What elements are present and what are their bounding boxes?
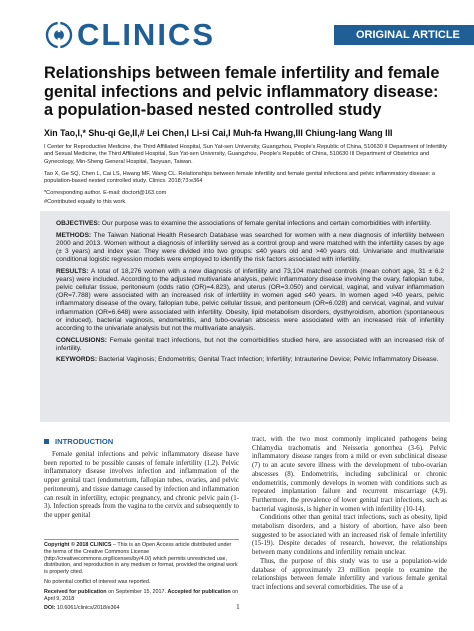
abstract-objectives: OBJECTIVES: Our purpose was to examine the associations of female genital infections and certain comorbidities with infertility. <box>56 220 432 227</box>
journal-logo <box>44 17 215 52</box>
intro-paragraph-left: Female genital infections and pelvic inflammatory disease have been reported to be possible causes of female infertility (1,2). Pelvic inflammatory disease involves infection and inflammation of the upper genital tract (endometrium, fallopian tubes, ovaries, and pelvic peritoneum), and tissue damage caused by infection and inflammation can result in infertility, ectopic pregnancy, and chronic pelvic pain (1-3). Infection spreads from the vagina to the cervix and subsequently to the upper genital <box>44 451 239 519</box>
footnote-divider <box>44 539 239 540</box>
abstract-keywords: KEYWORDS: Bacterial Vaginosis; Endometritis; Genital Tract Infection; Infertility; Intrauterine Device; Pelvic Inflammatory Disease. <box>56 356 439 364</box>
author-list: Xin Tao,I,* Shu-qi Ge,II,# Lei Chen,I Li-si Cai,I Muh-fa Hwang,III Chiung-lang Wang III <box>44 128 393 138</box>
abstract-text <box>56 220 444 368</box>
affiliations: I Center for Reproductive Medicine, the Third Affiliated Hospital, Sun Yat-sen University, Guangzhou, People's Republic of China, 510630 II Department of Infertility and Sexual Medicine, the Third Affiliated Hospital, Sun Yat-sen University, Guangzhou, People's Republic of China, 510630 III Department of Obstetrics and Gynecology, Min-Sheng General Hospital, Taoyuan, Taiwan. <box>44 144 447 165</box>
abstract-box <box>40 211 450 422</box>
intro-paragraph-right-2: Conditions other than genital tract infections, such as obesity, lipid metabolism disorders, and a history of abortion, have also been suggested to be associated with an increased risk of female infertility (15-19). Despite decades of research, however, the relationships between many conditions and infertility remain unclear. <box>252 514 447 557</box>
author-notes <box>44 189 454 207</box>
corresponding-author: *Corresponding author. E-mail: doctort@163.com <box>44 190 167 196</box>
copyright-notice: Copyright © 2018 CLINICS – This is an Open Access article distributed under the terms of the Creative Commons License (http://creativecommons.org/licenses/by/4.0/) which permits unrestricted use, distribution, and reproduction in any medium or format, provided the original work is properly cited. <box>44 542 238 576</box>
conflict-statement: No potential conflict of interest was reported. <box>44 578 151 585</box>
introduction-heading: INTRODUCTION <box>44 437 113 446</box>
abstract-results: RESULTS: A total of 18,276 women with a new diagnosis of infertility and 73,104 matched controls (mean cohort age, 31 ± 6.2 years) were included. According to the adjusted multivariate analysis, pelvic inflammatory disease involving the ovary, fallopian tube, pelvic cellular tissue, peritoneum (odds ratio (OR)=4.823), and uterus (OR=3.050) and cervical, vaginal, and vulvar inflammation (OR=7.788) were associated with an increased risk of infertility in women aged ≤40 years. In women aged >40 years, pelvic inflammatory disease of the ovary, fallopian tube, pelvic cellular tissue, and peritoneum (OR=6.028) and cervical, vaginal, and vulvar inflammation (OR=6.648) were associated with infertility. Obesity, lipid metabolism disorders, dysthyroidism, abortion (spontaneous or induced), bacterial vaginosis, endometritis, and tubo-ovarian abscess were associated with an increased risk of infertility according to the univariate analysis but not the multivariate analysis. <box>56 267 444 333</box>
article-type-badge: ORIGINAL ARTICLE <box>334 25 474 45</box>
citation: Tao X, Ge SQ, Chen L, Cai LS, Hwang MF, Wang CL. Relationships between female infertility and female genital infections and pelvic inflammatory disease: a population-based nested controlled study. Clinics. 2018;73:e364 <box>44 171 435 185</box>
intro-paragraph-right-1: tract, with the two most commonly implicated pathogens being Chlamydia trachomatis and Neisseria gonorrhea (3-6). Pelvic inflammatory disease ranges from a mild or even subclinical disease (7) to an acute severe illness with the development of tubo-ovarian abscesses (8). Endometritis, including subclinical or chronic endometritis, commonly develops in women with conditions such as repeated implantation failure and recurrent miscarriage (4,9). Furthermore, the prevalence of lower genital tract infections, such as bacterial vaginosis, is higher in women with infertility (10-14). <box>252 436 447 513</box>
doi: DOI: 10.6061/clinics/2018/e364 <box>44 605 120 612</box>
publication-dates: Received for publication on September 15, 2017. Accepted for publication on April 9, 2018 <box>44 588 239 602</box>
section-bullet-icon <box>44 439 49 444</box>
abstract-methods: METHODS: The Taiwan National Health Research Database was searched for women with a new diagnosis of infertility between 2000 and 2013. Women without a diagnosis of infertility served as a control group and were matched with the infertility cases by age (± 3 years) and index year. They were divided into two groups: ≤40 years old and >40 years old. Univariate and multivariate conditional logistic regression models were employed to identify the risk factors associated with infertility. <box>56 231 444 264</box>
clinics-logo-icon <box>44 20 74 50</box>
footnote <box>44 542 239 615</box>
article-title: Relationships between female infertility and female genital infections and pelvic inflammatory disease: a population-based nested controlled study <box>44 64 440 119</box>
intro-paragraph-right-3: Thus, the purpose of this study was to use a population-wide database of approximately 23 million people to examine the relationships between female infertility and various female genital tract infections and several comorbidities. The use of a <box>252 557 447 591</box>
page-number: 1 <box>236 602 240 611</box>
equal-contribution-note: #Contributed equally to this work. <box>44 199 127 205</box>
journal-name: CLINICS <box>77 17 215 52</box>
abstract-conclusions: CONCLUSIONS: Female genital tract infections, but not the comorbidities studied here, are associated with an increased risk of infertility. <box>56 336 444 352</box>
intro-right-column <box>252 436 447 593</box>
